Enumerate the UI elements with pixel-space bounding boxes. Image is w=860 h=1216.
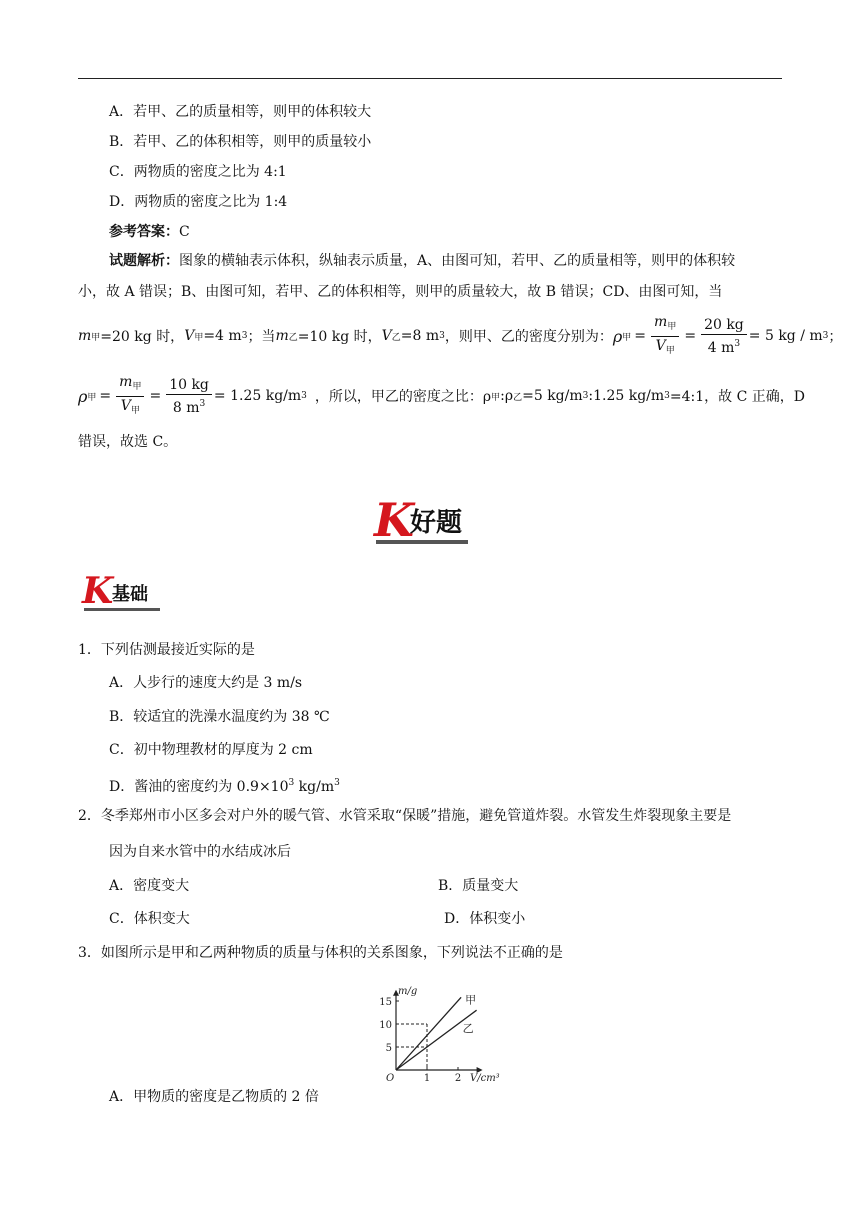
q1-d-sup2: 3 <box>334 778 340 788</box>
y-axis-label: m/g <box>398 985 418 997</box>
rho-sub-2: 甲 <box>87 392 97 403</box>
option-a-prev: A．若甲、乙的质量相等，则甲的体积较大 <box>109 104 372 120</box>
option-d-prev: D．两物质的密度之比为 1:4 <box>109 194 288 210</box>
analysis-text-1: 图象的横轴表示体积，纵轴表示质量，A、由图可知，若甲、乙的质量相等，则甲的体积较 <box>179 253 736 269</box>
mass-symbol: m <box>78 328 92 344</box>
sub-jia-2: 甲 <box>194 332 204 343</box>
sup-3b: 3 <box>439 331 445 341</box>
banner-sub-text: 基础 <box>112 584 148 605</box>
series-line-0 <box>396 997 461 1070</box>
eq1-sup: 3 <box>822 331 829 341</box>
fraction-values-2 <box>166 376 212 417</box>
ratio-125: :1.25 kg/m <box>588 388 665 404</box>
volume-symbol-2: V <box>381 328 392 344</box>
text-density-intro: ，则甲、乙的密度分别为： <box>444 329 613 345</box>
x-tick-label: 2 <box>454 1073 462 1082</box>
rho-symbol-2: ρ <box>78 386 88 406</box>
text-8m: =8 m <box>400 328 440 344</box>
frac-den-sup: 3 <box>734 338 741 349</box>
series-label-1: 乙 <box>462 1022 474 1036</box>
q3-stem: 3．如图所示是甲和乙两种物质的质量与体积的关系图象，下列说法不正确的是 <box>78 945 563 961</box>
q1-option-a: A．人步行的速度大约是 3 m/s <box>109 675 303 691</box>
analysis-line-3: m 甲 =20 kg 时， V 甲 =4 m 3 ；当 m 乙 =10 kg 时， V 乙 =8 m 3 ，则甲、乙的密度分别为： ρ 甲 = $\frac{m_甲}{V_甲}$ = $\frac{20 kg}{4 m^3}$ = 5 kg / m 3 ； <box>78 314 842 358</box>
q1-d-mid: kg/m <box>294 779 335 795</box>
frac-den-sub: 甲 <box>665 345 675 356</box>
fraction-values <box>701 316 747 357</box>
analysis-line-2: 小，故 A 错误；B、由图可知，若甲、乙的体积相等，则甲的质量较大，故 B 错误；CD、由图可知，当 <box>78 284 723 300</box>
q2-option-a: A．密度变大 <box>109 878 190 894</box>
ratio-sub-jia: 甲 <box>491 392 501 403</box>
x-tick-label: 1 <box>423 1073 431 1082</box>
equals-sign-2: = <box>684 328 697 344</box>
banner-sub-k: K <box>82 570 114 612</box>
text-dang: ；当 <box>247 329 276 345</box>
analysis-line-5: 错误，故选 C。 <box>78 434 178 450</box>
q2-stem-1: 2．冬季郑州市小区多会对户外的暖气管、水管采取“保暖”措施，避免管道炸裂。水管发生炸裂现象主要是 <box>78 808 732 824</box>
mass-volume-chart <box>370 972 510 1082</box>
origin-label: O <box>386 1073 395 1082</box>
fraction-m-over-v <box>651 313 679 360</box>
frac2-den-sub: 甲 <box>130 405 140 416</box>
ratio-conclusion: =4:1，故 C 正确，D <box>669 389 805 405</box>
frac-den-value: 4 m <box>707 339 735 356</box>
banner-main-text: 好题 <box>410 508 463 538</box>
sup-3: 3 <box>241 331 248 341</box>
analysis-label: 试题解析： <box>109 253 179 269</box>
volume-symbol: V <box>184 328 195 344</box>
q1-stem: 1．下列估测最接近实际的是 <box>78 642 255 658</box>
x-axis-label: V/cm³ <box>470 1073 500 1082</box>
rho-sub: 甲 <box>622 332 632 343</box>
y-tick-label: 10 <box>379 1020 392 1031</box>
q2-stem-2: 因为自来水管中的水结成冰后 <box>109 844 291 860</box>
equals-sign: = <box>634 328 647 344</box>
frac-den: V <box>655 337 666 354</box>
series-line-1 <box>396 1010 477 1070</box>
eq1-result: = 5 kg / m <box>748 328 823 344</box>
frac-num: m <box>654 313 668 330</box>
sub-yi: 乙 <box>288 332 298 343</box>
text-4m: =4 m <box>203 328 242 344</box>
answer-label: 参考答案： <box>109 224 179 240</box>
header-rule <box>78 78 782 79</box>
y-tick-label: 15 <box>379 997 392 1008</box>
q2-option-d: D．体积变小 <box>444 911 526 927</box>
frac2-num: m <box>119 373 133 390</box>
frac2-den-value: 8 m <box>172 399 200 416</box>
option-b-prev: B．若甲、乙的体积相等，则甲的质量较小 <box>109 134 372 150</box>
option-c-prev: C．两物质的密度之比为 4:1 <box>109 164 287 180</box>
banner-main-k: K <box>374 493 414 547</box>
q1-d-sup: 3 <box>288 778 295 788</box>
y-tick-label: 5 <box>385 1043 392 1054</box>
frac2-den: V <box>120 397 131 414</box>
eq2-result: = 1.25 kg/m <box>213 388 302 404</box>
q3-option-a: A．甲物质的密度是乙物质的 2 倍 <box>109 1089 319 1105</box>
q1-option-d <box>109 773 340 797</box>
text-10kg: =10 kg 时， <box>297 329 382 345</box>
ratio-text: ，所以，甲乙的密度之比：ρ <box>314 389 492 405</box>
frac-num-sub: 甲 <box>667 321 677 332</box>
q1-d-pre: D．酱油的密度约为 0.9×10 <box>109 779 289 795</box>
series-label-0: 甲 <box>465 993 477 1007</box>
q2-option-c: C．体积变大 <box>109 911 190 927</box>
ratio-sub-yi: 乙 <box>513 392 523 403</box>
rho-symbol: ρ <box>612 326 623 346</box>
answer-value: C <box>179 224 190 240</box>
sub-jia: 甲 <box>91 332 101 343</box>
analysis-line-1 <box>109 251 735 271</box>
fraction-m-over-v-2 <box>116 373 144 420</box>
reference-answer <box>109 222 190 242</box>
frac2-num-value: 10 kg <box>166 376 212 395</box>
frac2-den-sup: 3 <box>199 398 206 409</box>
ratio-sup-1: 3 <box>582 391 589 401</box>
eq2-sup: 3 <box>301 391 307 401</box>
q1-option-b: B．较适宜的洗澡水温度约为 38 ℃ <box>109 709 330 725</box>
ratio-colon: :ρ <box>500 388 514 404</box>
text-20kg: =20 kg 时， <box>100 329 185 345</box>
analysis-line-4: ρ 甲 = $\frac{m_甲}{V_甲}$ = $\frac{10 kg}{8 m^3}$ = 1.25 kg/m 3 ，所以，甲乙的密度之比：ρ 甲 :ρ 乙 =5 kg/m 3 :1.25 kg/m 3 =4:1，故 C 正确，D <box>78 374 805 418</box>
ratio-sup-2: 3 <box>664 391 670 401</box>
sub-yi-2: 乙 <box>391 332 401 343</box>
q1-option-c: C．初中物理教材的厚度为 2 cm <box>109 742 313 758</box>
frac2-num-sub: 甲 <box>132 381 142 392</box>
q2-option-b: B．质量变大 <box>438 878 519 894</box>
mass-symbol-2: m <box>275 328 289 344</box>
ratio-5: =5 kg/m <box>522 388 583 404</box>
frac-num-value: 20 kg <box>701 316 747 335</box>
